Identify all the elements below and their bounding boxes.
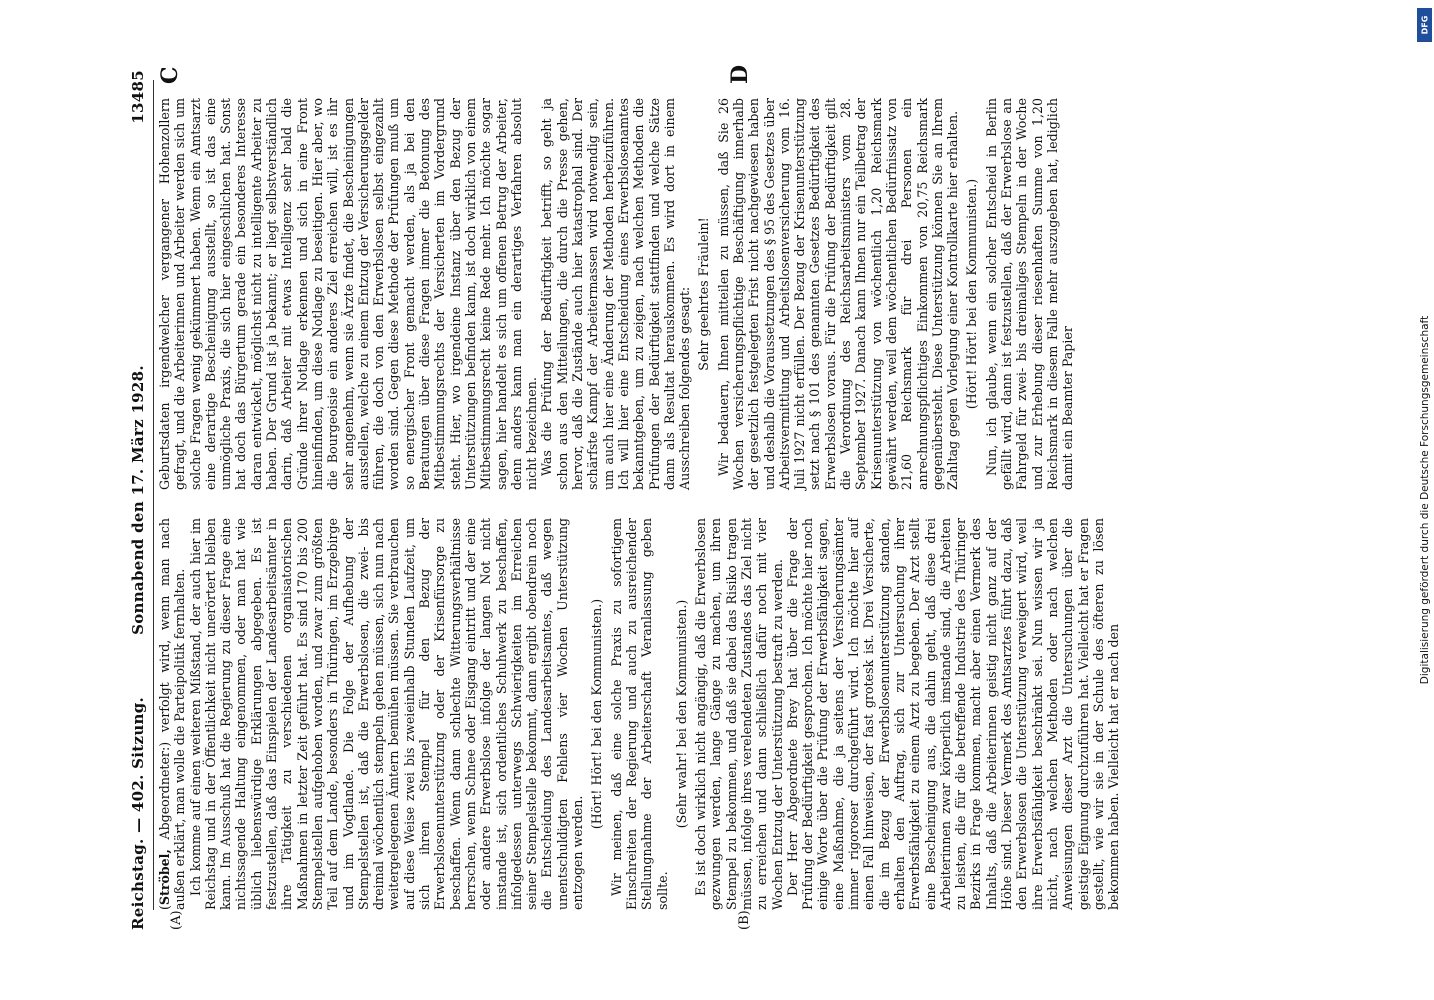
dfg-logo: DFG [1417,8,1432,42]
speaker-role: Abgeordneter: [157,746,172,840]
newspaper-page [117,64,1317,930]
attribution-strip [1416,0,1434,1000]
margin-mark-a: (A) [169,910,184,930]
speaker-line: (Ströbel, Abgeordneter:) verfolgt wird, wenn man nach außen erklärt, man wolle die Parteipolitik fernhalten. [157,517,188,910]
interjection: (Sehr wahr! bei den Kommunisten.) [673,599,689,829]
interjection: (Hört! Hört! bei den Kommunisten.) [964,178,980,410]
paragraph: Was die Prüfung der Bedürftigkeit betrifft, so geht ja schon aus den Mitteilungen, die durch die Presse gehen, hervor, daß die Zustände auch hier katastrophal sind. Der schärfste Kampf der Arbeitermassen wird notwendig sein, um auch hier eine Änderung der Methoden herbeizuführen. Ich will hier eine Entscheidung eines Erwerbslosenamtes bekanntgeben, um zu zeigen, nach welchen Methoden die Prüfungen der Bedürftigkeit stattfinden und welche Sätze dann als Resultat herauskommen. Es wird dort in einem Ausschreiben folgendes gesagt: [539,98,693,490]
paragraph: Nun, ich glaube, wenn ein solcher Entscheid in Berlin gefällt wird, dann ist festzustellen, daß der Erwerbslose an Fahrgeld für zwei- bis dreimaliges Stempeln in der Woche und zur Erhebung dieser riesenhaften Summe von 1,20 Reichsmark in diesem Falle mehr auszugeben hat, lediglich damit ein Beamter Papier [983,98,1076,490]
header-rule [153,80,154,910]
header-session: Reichstag. — 402. Sitzung. [129,696,147,930]
paragraph: Ich komme auf einen weiteren Mißstand, der auch hier im Reichstag und in der Öffentlichkeit nicht unerörtert bleiben kann. Im Ausschuß hat die Regierung zu dieser Frage eine nichtssagende Haltung eingenommen, oder man hat wie üblich liebenswürdige Erklärungen abgegeben. Es ist festzustellen, daß das Einspielen der Landesarbeitsämter in ihre Tätigkeit zu verschiedenen organisatorischen Maßnahmen in letzter Zeit geführt hat. Es sind 170 bis 200 Stempelstellen aufgehoben worden, und zwar zum größten Teil auf dem Lande, besonders in Thüringen, im Erzgebirge und im Vogtlande. Die Folge der Aufhebung der Stempelstellen ist, daß die Erwerbslosen, die zwei- bis dreimal wöchentlich stempeln gehen müssen, sich nun nach weitergelegenen Ämtern bemühen müssen. Sie verbrauchen auf diese Weise zwei bis zweieinhalb Stunden Laufzeit, um sich ihren Stempel für den Bezug der Erwerbslosenunterstützung oder der Krisenfürsorge zu beschaffen. Wenn dann schlechte Witterungsverhältnisse herrschen, wenn Schnee oder Eisgang eintritt und der eine oder andere Erwerbslose infolge der langen Not nicht imstande ist, sich ordentliches Schuhwerk zu beschaffen, infolgedessen unterwegs Schwierigkeiten im Erreichen seiner Stempelstelle bekommt, dann ergibt obendrein noch die Entscheidung des Landesarbeitsamtes, daß wegen unentschuldigten Fehlens vier Wochen Unterstützung entzogen werden. [187,518,586,910]
left-column [157,518,1121,910]
page-number: 13485 [129,70,147,124]
margin-mark-c: C [157,66,183,84]
paragraph: Es ist doch wirklich nicht angängig, daß die Erwerbslosen gezwungen werden, lange Gänge zu machen, um ihren Stempel zu bekommen, und daß sie dabei das Risiko tragen müssen, infolge ihres verelendeten Zustandes das Ziel nicht zu erreichen und dann schließlich dafür noch mit vier Wochen Entzug der Unterstützung bestraft zu werden. [693,518,785,910]
margin-mark-d: D [727,64,753,84]
quoted-letter: Wir bedauern, Ihnen mitteilen zu müssen, daß Sie 26 Wochen versicherungspflichtige Beschäftigung innerhalb der gesetzlich festgelegten Frist nicht nachgewiesen haben und deshalb die Voraussetzungen des § 95 des Gesetzes über Arbeitsvermittlung und Arbeitslosenversicherung vom 16. Juli 1927 nicht erfüllen. Der Bezug der Krisenunterstützung setzt nach § 101 des genannten Gesetzes Bedürftigkeit des Erwerbslosen voraus. Für die Prüfung der Bedürftigkeit gilt die Verordnung des Reichsarbeitsministers vom 28. September 1927. Danach kann Ihnen nur ein Teilbetrag der Krisenunterstützung von wöchentlich 1,20 Reichsmark gewährt werden, weil dem wöchentlichen Bedürfnissatz von 21,60 Reichsmark für drei Personen ein anrechnungspflichtiges Einkommen von 20,75 Reichsmark gegenübersteht. Diese Unterstützung können Sie an Ihrem Zahltag gegen Vorlegung einer Kontrollkarte hier erhalten. [715,98,961,490]
paragraph: Geburtsdaten irgendwelcher vergangener Hohenzollern gefragt, und die Arbeiterinnen und Arbeiter werden sich um solche Fragen wenig gekümmert haben. Wenn ein Amtsarzt eine derartige Bescheinigung ausstellt, so ist das eine unmögliche Praxis, die sich hier eingeschlichen hat. Sonst hat doch das Bürgertum gerade ein besonderes Interesse daran entwickelt, möglichst nicht zu intelligente Arbeiter zu haben. Der Grund ist ja bekannt; er liegt selbstverständlich darin, daß Arbeiter mit etwas Intelligenz sehr bald die Gründe ihrer Notlage erkennen und sich in eine Front hineinfinden, um diese Notlage zu beseitigen. Hier aber, wo die Bourgeoisie ein anderes Ziel erreichen will, ist es ihr sehr angenehm, wenn sie Ärzte findet, die Bescheinigungen ausstellen, welche zu einem Entzug der Versicherungsgelder führen, die doch von den Erwerbslosen selbst eingezahlt worden sind. Gegen diese Methode der Prüfungen muß um so energischer Front gemacht werden, als ja bei den Beratungen über diese Fragen immer die Betonung des Mitbestimmungsrechts der Versicherten im Vordergrund steht. Hier, wo irgendeine Instanz über den Bezug der Unterstützungen befinden kann, ist doch wirklich von einem Mitbestimmungsrecht keine Rede mehr. Ich möchte sogar sagen, hier handelt es sich um offenen Betrug der Arbeiter, denn anders kann man ein derartiges Verfahren absolut nicht bezeichnen. [157,98,540,490]
quote-salutation: Sehr geehrtes Fräulein! [696,217,712,371]
page-header [129,70,153,930]
interjection: (Hört! Hört! bei den Kommunisten.) [589,598,605,830]
paragraph: verfolgt wird, wenn man nach außen erklärt, man wolle die Parteipolitik fernhalten. [157,517,188,910]
margin-mark-b: (B) [737,910,752,930]
right-column [157,98,1076,490]
attribution-text: Digitalisierung gefördert durch die Deutsche Forschungsgemeinschaft [1419,315,1431,685]
speaker-name: Ströbel, [157,849,172,906]
paragraph: Der Herr Abgeordnete Brey hat über die Frage der Prüfung der Bedürftigkeit gesprochen. Ich möchte hier noch einige Worte über die Prüfung der Erwerbsfähigkeit sagen, eine Maßnahme, die ja seitens der Versicherungsämter immer rigoroser durchgeführt wird. Ich möchte hier auf einen Fall hinweisen, der fast grotesk ist. Drei Versicherte, die im Bezug der Erwerbslosenunterstützung standen, erhalten den Auftrag, sich zur Untersuchung ihrer Erwerbsfähigkeit zu einem Arzt zu begeben. Der Arzt stellt eine Bescheinigung aus, die dahin geht, daß diese drei Arbeiterinnen zwar körperlich imstande sind, die Arbeiten zu leisten, die für die betreffende Industrie des Thüringer Bezirks in Frage kommen, macht aber einen Vermerk des Inhalts, daß die Arbeiterinnen geistig nicht ganz auf der Höhe sind. Dieser Vermerk des Amtsarztes führt dazu, daß den Erwerbslosen die Unterstützung verweigert wird, weil ihre Erwerbsfähigkeit beschränkt sei. Nun wissen wir ja nicht, nach welchen Methoden oder nach welchen Anweisungen dieser Arzt die Untersuchungen über die geistige Eignung durchzuführen hat. Vielleicht hat er Fragen gestellt, wie wir sie in der Schule des öfteren zu lösen bekommen haben. Vielleicht hat er nach den [784,518,1122,910]
paragraph: Wir meinen, daß eine solche Praxis zu sofortigem Einschreiten der Regierung und auch zu ausreichender Stellungnahme der Arbeiterschaft Veranlassung geben sollte. [608,518,670,910]
header-date: Sonnabend den 17. März 1928. [129,365,147,635]
